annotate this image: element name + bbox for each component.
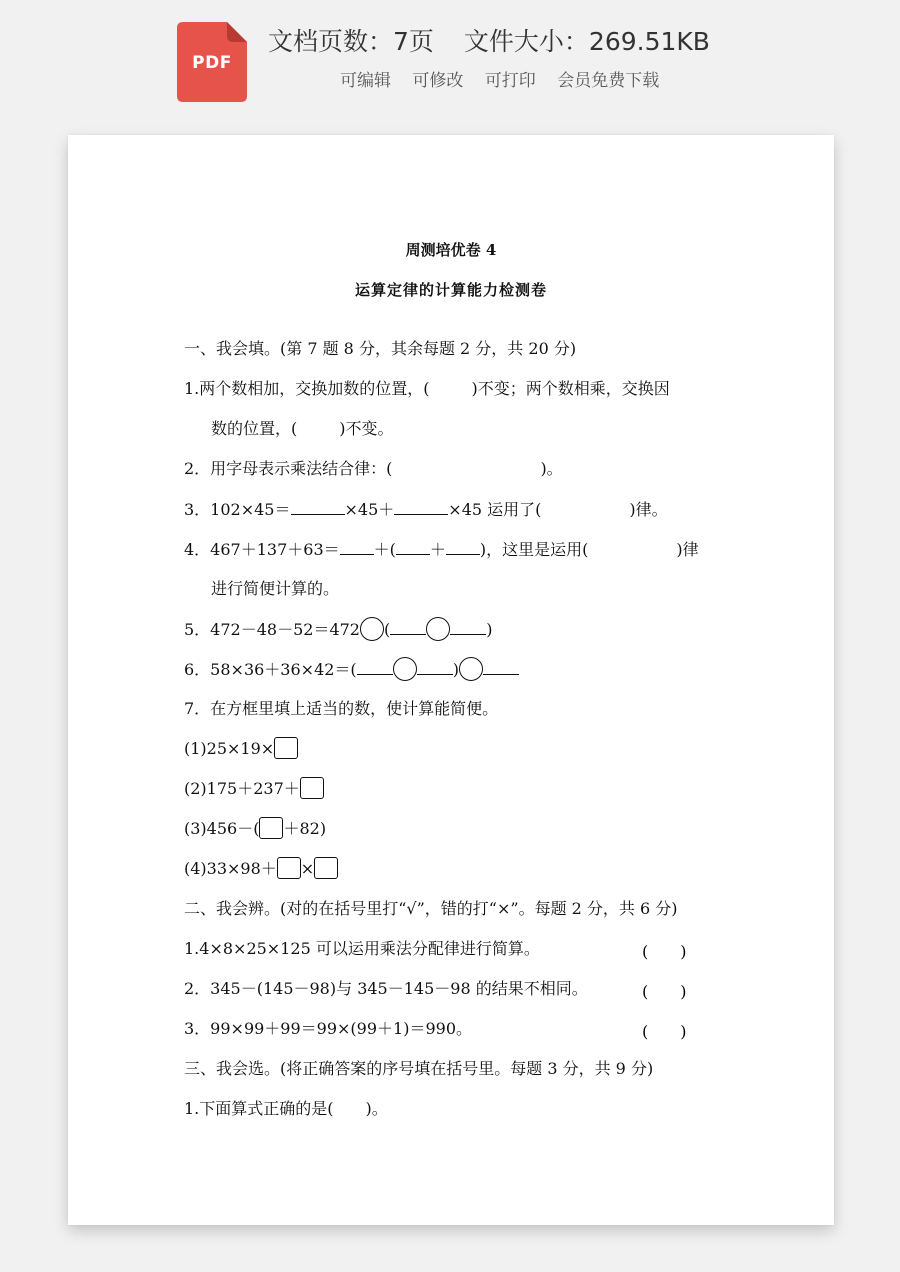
section-2-heading: 二、我会辨。(对的在括号里打“√”，错的打“×”。每题 2 分，共 6 分): [184, 899, 678, 918]
feature-printable: 可打印: [484, 71, 536, 91]
doc-subtitle: 运算定律的计算能力检测卷: [354, 281, 547, 299]
answer-box[interactable]: [274, 737, 298, 759]
answer-circle[interactable]: [393, 657, 417, 681]
choice-question-1: 1.下面算式正确的是( )。: [184, 1099, 388, 1118]
question-6: 6．58×36＋36×42＝( ): [184, 659, 519, 681]
question-7-part-2: (2)175＋237＋: [184, 779, 324, 799]
section-1-heading: 一、我会填。(第 7 题 8 分，其余每题 2 分，共 20 分): [184, 339, 577, 358]
judge-question-3: 3．99×99＋99＝99×(99＋1)＝990。: [184, 1019, 472, 1038]
doc-title: 周测培优卷 4: [405, 241, 497, 259]
feature-editable: 可编辑: [340, 71, 391, 91]
feature-member-download: 会员免费下载: [557, 71, 660, 91]
document-page: [68, 135, 834, 1225]
feature-list: [340, 66, 669, 91]
judge-question-2: 2．345－(145－98)与 345－145－98 的结果不相同。: [184, 979, 588, 998]
question-3: 3．102×45＝ ×45＋ ×45 运用了( )律。: [184, 500, 668, 519]
question-4-line-1: 4．467＋137＋63＝ ＋( ＋ )，这里是运用( )律: [184, 540, 699, 559]
judge-answer-3[interactable]: ( ): [642, 1022, 687, 1041]
file-info-header: [0, 0, 900, 130]
answer-circle[interactable]: [360, 617, 384, 641]
question-4-line-2: 进行简便计算的。: [211, 579, 340, 598]
answer-box[interactable]: [300, 777, 324, 799]
section-3-heading: 三、我会选。(将正确答案的序号填在括号里。每题 3 分，共 9 分): [184, 1059, 654, 1078]
answer-circle[interactable]: [459, 657, 483, 681]
answer-box[interactable]: [314, 857, 338, 879]
question-7: 7．在方框里填上适当的数，使计算能简便。: [184, 699, 499, 718]
pdf-icon-label: PDF: [192, 53, 232, 73]
question-1-line-1: 1.两个数相加，交换加数的位置，( )不变；两个数相乘，交换因: [184, 379, 670, 398]
answer-circle[interactable]: [426, 617, 450, 641]
judge-answer-2[interactable]: ( ): [642, 982, 687, 1001]
answer-box[interactable]: [277, 857, 301, 879]
question-7-part-3: (3)456－( ＋82): [184, 819, 326, 839]
file-stats: [268, 22, 710, 58]
file-size: 文件大小：269.51KB: [463, 27, 710, 56]
question-5: 5．472－48－52＝472 ( ): [184, 619, 492, 641]
question-7-part-1: (1)25×19×: [184, 739, 298, 759]
page-count: 文档页数：7页: [268, 27, 434, 56]
answer-box[interactable]: [259, 817, 283, 839]
question-1-line-2: 数的位置，( )不变。: [211, 419, 394, 438]
pdf-file-icon: [177, 22, 247, 102]
question-7-part-4: (4)33×98＋ ×: [184, 859, 338, 879]
judge-answer-1[interactable]: ( ): [642, 942, 687, 961]
feature-modifiable: 可修改: [412, 71, 464, 91]
judge-question-1: 1.4×8×25×125 可以运用乘法分配律进行简算。: [184, 939, 540, 958]
question-2: 2．用字母表示乘法结合律：( )。: [184, 459, 563, 478]
